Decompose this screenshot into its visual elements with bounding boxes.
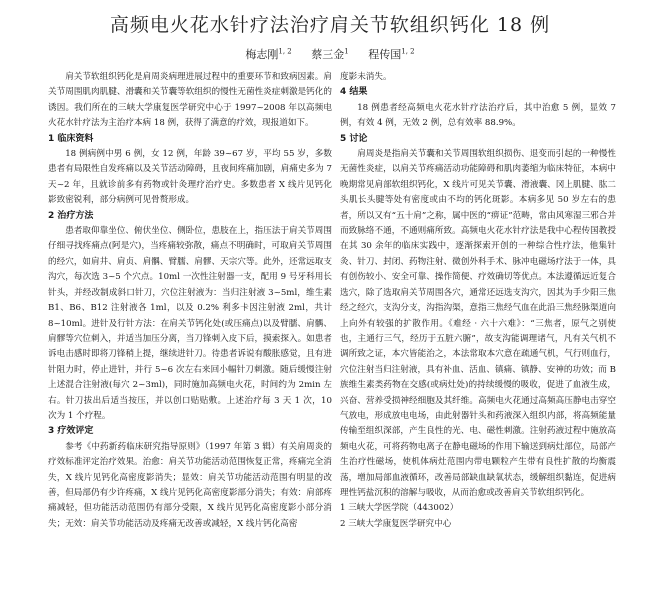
author: 蔡三金$^1$ [311,47,349,61]
section-heading: 5 讨论 [340,133,368,144]
section-heading: 4 结果 [340,87,368,98]
author: 梅志刚$^{1, 2}$ [245,47,292,61]
author-list [0,46,660,62]
body-paragraph: 肩周炎是指肩关节囊和关节周围软组织损伤、退变而引起的一种慢性无菌性炎症，以肩关节疼痛活动功能障碍和肌肉萎缩为临床特征，本病中晚期常见肩部软组织钙化，X 线片可见关节囊、滑液囊、冈上肌腱、肱二头肌长头腱等处有密度或由不均的钙化斑影。本病多见 50 岁左右的患者，所以又有“五十肩”之称，属中医的“痹证”范畴，常由风寒湿三邪合并而致脉络不通，不通则痛所致。高频电火花水针疗法是我中心程传国教授在其 30 余年的临床实践中，逐渐探索开创的一种综合性疗法，他集针灸、针刀、封闭、药物注射、微创外科手术、脉冲电磁场疗法于一体，具有创伤较小、安全可靠、操作简便、疗效确切等优点。本法遵循远近复合选穴，除了选取肩关节周围各穴，通常还远选支沟穴，因其为手少阳三焦经之经穴，支沟分支，沟指沟渠，意指三焦经气血在此沿三焦经脉渠道向上向外有较强的扩散作用。《难经 · 六十六难》：“三焦者，原气之别使也，主通行三气，经历于五脏六腑”，故支沟能调理诸气，凡有关气机不调所致之证，本穴皆能治之，本法常取本穴意在疏通气机，气行则血行，穴位注射当归注射液，具有补血、活血、镇痛、镇静、安神的功效；而 B 族维生素类药物在交感(或病灶处)的持续缓慢的吸收，促进了血液生成，兴奋、营养受损神经细胞及其纤维。高频电火花通过高频高压静电击穿空气放电，形成放电电场，由此射器针头和药液深入组织内部，将高频能量传输至组织深部，产生良性的光、电、磁性刺激。注射药液过程中施放高频电火花，可将药物电离子在静电磁场的作用下输送到病灶部位，局部产生治疗性磁场，使机体病灶范围内带电颗粒产生带有良性扩散的均衡震荡，增加局部血液循环，改善局部缺血缺氧状态，缓解组织黏连，促进病理性钙盐沉积的溶解与吸收，从而治愈或改善肩关节软组织钙化。 [340,149,616,498]
affiliation-footnote: 2 三峡大学康复医学研究中心 [340,518,452,529]
affiliation-footnote: 1 三峡大学医学院（443002） [340,503,459,514]
body-paragraph: 参考《中药新药临床研究指导原则》（1997 年第 3 辑）有关肩周炎的疗效标准评定治疗效果。治愈：肩关节功能活动范围恢复正常，疼痛完全消失，X 线片见钙化高密度影消失；显效：肩关节功能活动范围有明显的改善，但局部仍有少许疼痛，X 线片见钙化高密度影部分消失；有效：肩部疼痛减轻，但功能活动范围仍有部分受限，X 线片见钙化高密度影小部分消失；无效：肩关节功能活动及疼痛无改善或减轻，X 线片钙化高密 [48,441,332,529]
body-paragraph: 度影未消失。 [340,72,392,82]
section-heading: 3 疗效评定 [48,426,94,437]
section-heading: 1 临床资料 [48,133,94,144]
body-paragraph: 18 例患者经高频电火花水针疗法治疗后，其中治愈 5 例，显效 7 例，有效 4 例，无效 2 例，总有效率 88.9%。 [340,102,616,129]
paper-title: 高频电火花水针疗法治疗肩关节软组织钙化 18 例 [109,14,551,36]
body-paragraph: 18 例病例中男 6 例，女 12 例，年龄 39~67 岁，平均 55 岁，多数患者有局限性自发疼痛以及关节活动障碍，且夜间疼痛加剧，肩痛史多为 7 天~2 年，且就诊前多有药物或针灸理疗治疗史。多数患者 X 线片见钙化影致密锐利，部分病例可见骨赘形成。 [48,149,332,206]
left-column [48,70,332,532]
body-paragraph: 肩关节软组织钙化是肩周炎病理进展过程中的重要环节和致病因素。肩关节周围肌肉肌腱、滑囊和关节囊等软组织的慢性无菌性炎症刺激是钙化的诱因。我们所在的三峡大学康复医学研究中心于 1997~2008 年以高频电火花水针疗法为主治疗本病 18 例，获得了满意的疗效，现报道如下。 [48,72,332,129]
section-heading: 2 治疗方法 [48,210,94,221]
right-column [340,70,616,532]
body-paragraph: 患者取仰靠坐位、俯伏坐位、侧卧位，患肢在上，指压法于肩关节周围仔细寻找疼痛点(阿是穴)，当疼痛较弥散，痛点不明确时，可取肩关节周围的经穴，如肩井、肩贞、肩髃、臂臑、肩髎、天宗穴等。此外，还常远取支沟穴，每次选 3~5 个穴点。10ml 一次性注射器一支，配用 9 号牙科用长针头，并经改制成斜口针刀，穴位注射液为：当归注射液 3~5ml，维生素 B1、B6、B12 注射液各 1ml，以及 0.2% 利多卡因注射液 2ml，共计 8~10ml。进针及行针方法：在肩关节钙化处(或压痛点)以及臂臑、肩髃、肩髎等穴位刺入，并适当加压分离，当刀锋刺入皮下后，摸索探入。如患者诉电击感时即将刀锋稍上提，继续进针刀。待患者诉说有酸胀感觉，且有进针阻力时，停止进针，并行 5~6 次左右来回小幅针刀刺激。随后缓慢注射上述混合注射液(每穴 2~3ml)，同时施加高频电火花，时间约为 2min 左右。针刀拔出后适当按压，并以创口贴贴敷。上述治疗每 3 天 1 次，10 次为 1 个疗程。 [48,226,332,421]
author: 程传国$^{1, 2}$ [368,47,415,61]
